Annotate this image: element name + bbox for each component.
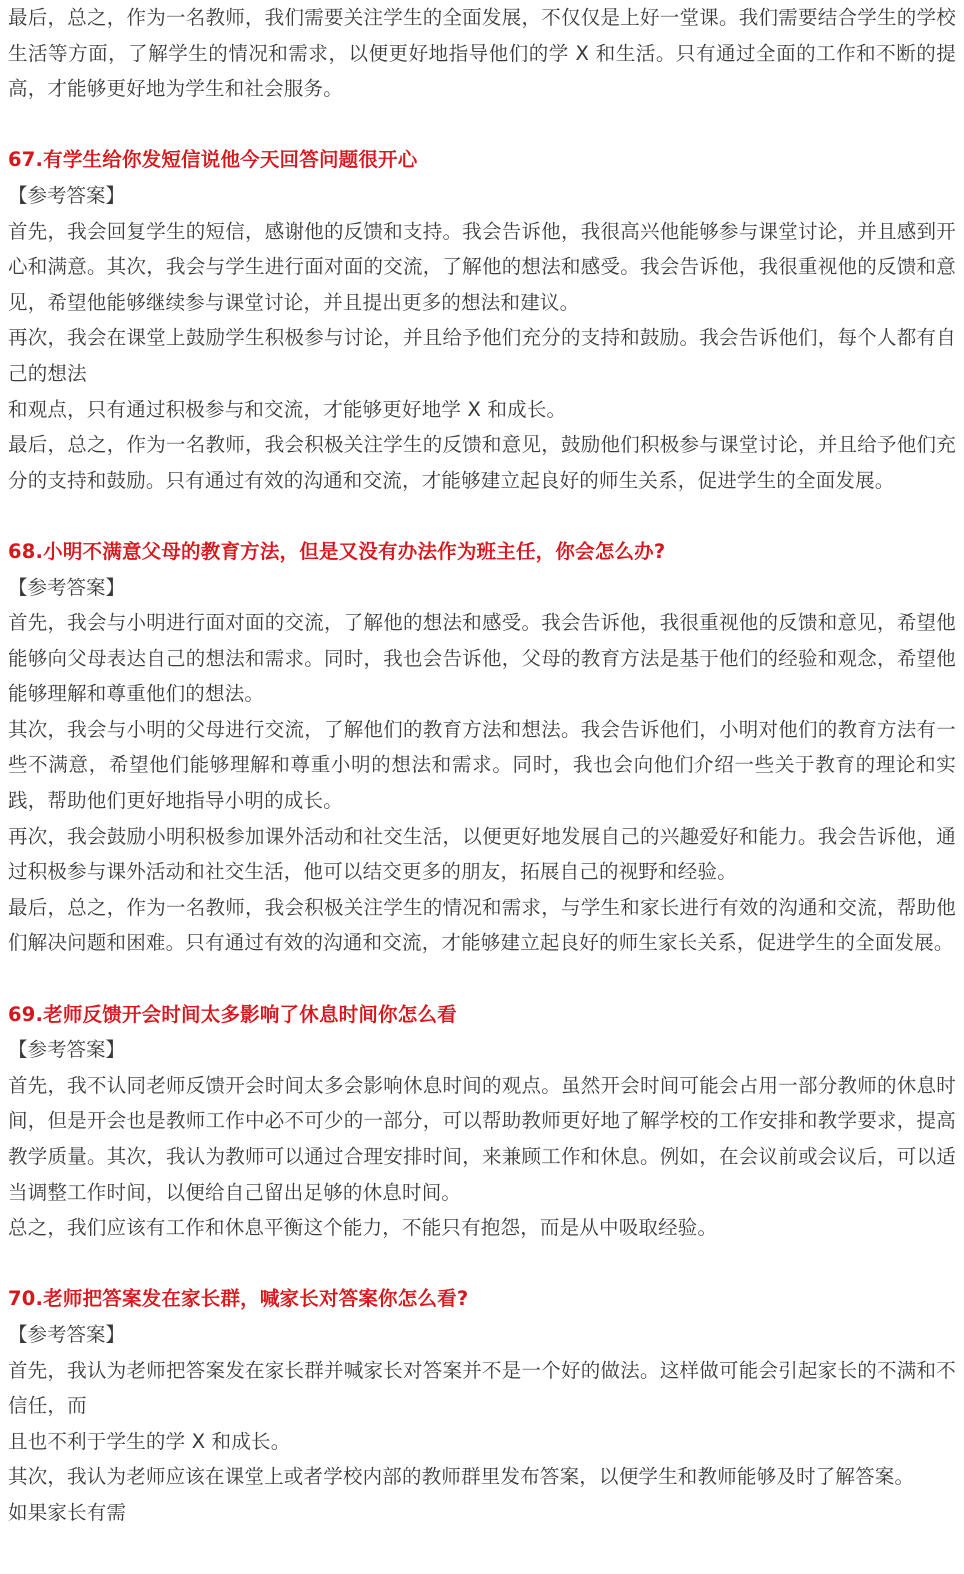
question-title: 70.老师把答案发在家长群，喊家长对答案你怎么看? <box>8 1287 469 1311</box>
question-section-68 <box>8 534 956 961</box>
section-gap <box>8 498 956 534</box>
question-section-70 <box>8 1281 956 1530</box>
paragraph: 其次，我认为老师应该在课堂上或者学校内部的教师群里发布答案，以便学生和教师能够及时了解答案。 <box>8 1465 915 1489</box>
paragraph: 再次，我会在课堂上鼓励学生积极参与讨论，并且给予他们充分的支持和鼓励。我会告诉他们，每个人都有自己的想法 <box>8 326 956 385</box>
paragraph: 最后，总之，作为一名教师，我会积极关注学生的反馈和意见，鼓励他们积极参与课堂讨论，并且给予他们充分的支持和鼓励。只有通过有效的沟通和交流，才能够建立起良好的师生关系，促进学生的全面发展。 <box>8 433 956 492</box>
intro-block <box>8 0 956 107</box>
paragraph: 再次，我会鼓励小明积极参加课外活动和社交生活，以便更好地发展自己的兴趣爱好和能力。我会告诉他，通过积极参与课外活动和社交生活，他可以结交更多的朋友，拓展自己的视野和经验。 <box>8 824 956 884</box>
paragraph: 最后，总之，作为一名教师，我们需要关注学生的全面发展，不仅仅是上好一堂课。我们需要结合学生的学校生活等方面，了解学生的情况和需求，以便更好地指导他们的学 X 和生活。只有通过全面的工作和不断的提高，才能够更好地为学生和社会服务。 <box>8 6 956 101</box>
question-title: 68.小明不满意父母的教育方法，但是又没有办法作为班主任，你会怎么办? <box>8 539 666 563</box>
paragraph: 首先，我不认同老师反馈开会时间太多会影响休息时间的观点。虽然开会时间可能会占用一部分教师的休息时间，但是开会也是教师工作中必不可少的一部分，可以帮助教师更好地了解学校的工作安排和教学要求，提高教学质量。其次，我认为教师可以通过合理安排时间，来兼顾工作和休息。例如，在会议前或会议后，可以适当调整工作时间，以便给自己留出足够的休息时间。 <box>8 1073 956 1204</box>
paragraph: 且也不利于学生的学 X 和成长。 <box>8 1429 291 1453</box>
section-gap <box>8 961 956 997</box>
section-gap <box>8 1246 956 1282</box>
question-section-69 <box>8 997 956 1246</box>
paragraph: 最后，总之，作为一名教师，我会积极关注学生的情况和需求，与学生和家长进行有效的沟通和交流，帮助他们解决问题和困难。只有通过有效的沟通和交流，才能够建立起良好的师生家长关系，促进学生的全面发展。 <box>8 895 956 955</box>
question-title: 69.老师反馈开会时间太多影响了休息时间你怎么看 <box>8 1002 457 1026</box>
paragraph: 和观点，只有通过积极参与和交流，才能够更好地学 X 和成长。 <box>8 397 567 421</box>
paragraph: 首先，我会回复学生的短信，感谢他的反馈和支持。我会告诉他，我很高兴他能够参与课堂讨论，并且感到开心和满意。其次，我会与学生进行面对面的交流，了解他的想法和感受。我会告诉他，我很重视他的反馈和意见，希望他能够继续参与课堂讨论，并且提出更多的想法和建议。 <box>8 219 956 314</box>
document-page <box>8 0 956 1531</box>
reference-answer-label: 【参考答案】 <box>8 1322 126 1346</box>
question-title: 67.有学生给你发短信说他今天回答问题很开心 <box>8 148 418 172</box>
paragraph: 首先，我认为老师把答案发在家长群并喊家长对答案并不是一个好的做法。这样做可能会引起家长的不满和不信任，而 <box>8 1358 956 1418</box>
reference-answer-label: 【参考答案】 <box>8 575 126 599</box>
paragraph: 如果家长有需 <box>8 1500 127 1524</box>
reference-answer-label: 【参考答案】 <box>8 183 126 207</box>
section-gap <box>8 107 956 143</box>
paragraph: 总之，我们应该有工作和休息平衡这个能力，不能只有抱怨，而是从中吸取经验。 <box>8 1216 718 1240</box>
reference-answer-label: 【参考答案】 <box>8 1038 126 1062</box>
paragraph: 其次，我会与小明的父母进行交流，了解他们的教育方法和想法。我会告诉他们，小明对他们的教育方法有一些不满意，希望他们能够理解和尊重小明的想法和需求。同时，我也会向他们介绍一些关于教育的理论和实践，帮助他们更好地指导小明的成长。 <box>8 717 956 813</box>
paragraph: 首先，我会与小明进行面对面的交流，了解他的想法和感受。我会告诉他，我很重视他的反馈和意见，希望他能够向父母表达自己的想法和需求。同时，我也会告诉他，父母的教育方法是基于他们的经验和观念，希望他能够理解和尊重他们的想法。 <box>8 611 956 706</box>
question-section-67 <box>8 142 956 498</box>
